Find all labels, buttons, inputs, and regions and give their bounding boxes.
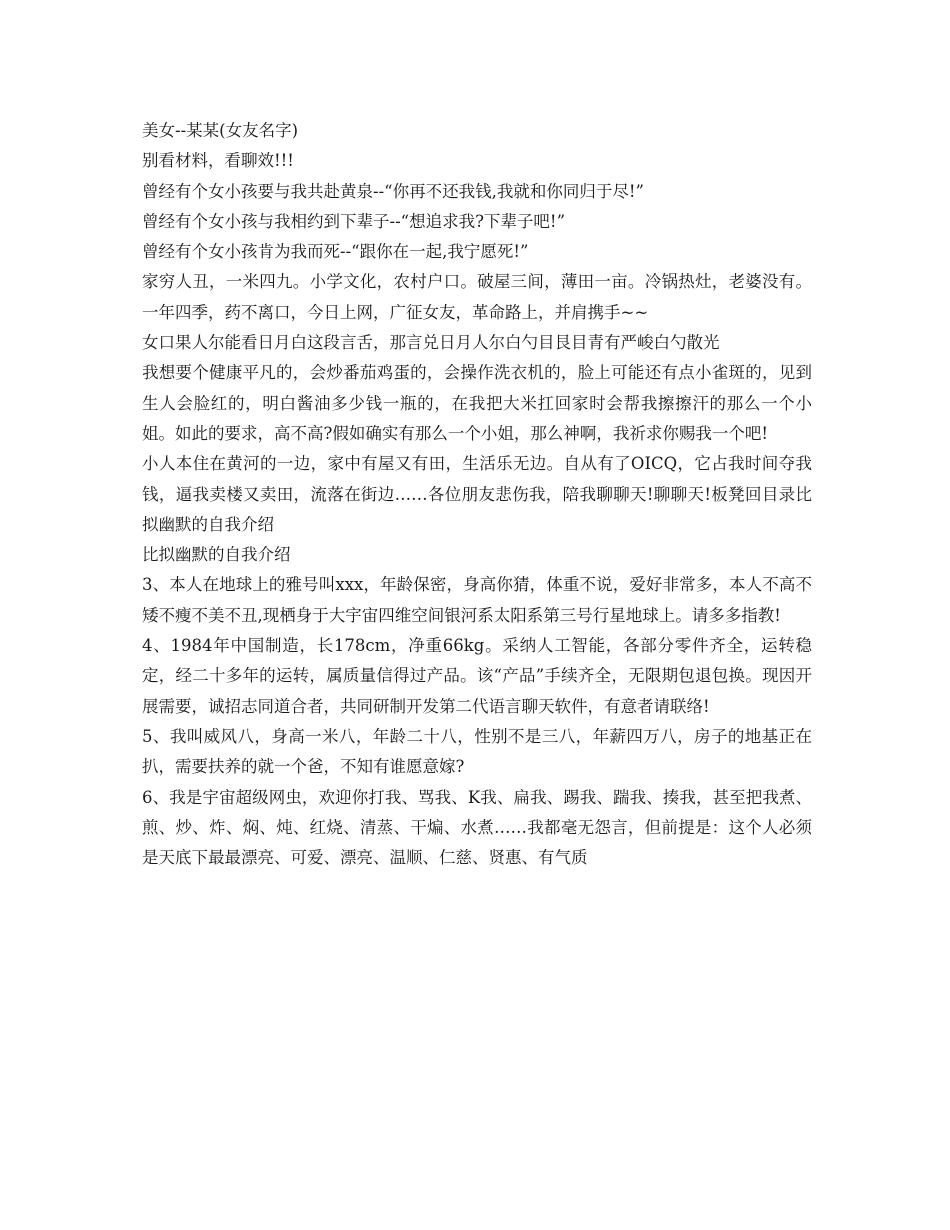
- paragraph: 我想要个健康平凡的，会炒番茄鸡蛋的，会操作洗衣机的，脸上可能还有点小雀斑的，见到生人会脸红的，明白酱油多少钱一瓶的，在我把大米扛回家时会帮我擦擦汗的那么一个小姐。如此的要求，高不高?假如确实有那么一个小姐，那么神啊，我祈求你赐我一个吧!: [142, 363, 812, 443]
- numbered-paragraph: 3、本人在地球上的雅号叫xxx，年龄保密，身高你猜，体重不说，爱好非常多，本人不高不矮不瘦不美不丑,现栖身于大宇宙四维空间银河系太阳系第三号行星地球上。请多多指教!: [142, 575, 812, 625]
- paragraph-title-line: 美女--某某(女友名字): [142, 121, 299, 140]
- document-body: [142, 116, 812, 873]
- numbered-paragraph: 5、我叫威风八，身高一米八，年龄二十八，性别不是三八，年薪四万八，房子的地基正在扒，需要扶养的就一个爸，不知有谁愿意嫁?: [142, 726, 812, 777]
- paragraph: 别看材料，看聊效!!!: [142, 151, 294, 171]
- paragraph: 女口果人尔能看日月白这段言舌，那言兑日月人尔白勺目艮目青有严峻白勺散光: [142, 333, 720, 353]
- paragraph: 曾经有个女小孩肯为我而死--“跟你在一起,我宁愿死!”: [142, 242, 529, 262]
- numbered-paragraph: 6、我是宇宙超级网虫，欢迎你打我、骂我、K我、扁我、踢我、踹我、揍我，甚至把我煮、煎、炒、炸、焖、炖、红烧、清蒸、干煸、水煮……我都毫无怨言，但前提是：这个人必须是天底下最最漂亮、可爱、漂亮、温顺、仁慈、贤惠、有气质: [142, 787, 812, 868]
- paragraph: 曾经有个女小孩要与我共赴黄泉--“你再不还我钱,我就和你同归于尽!”: [142, 181, 644, 201]
- paragraph: 小人本住在黄河的一边，家中有屋又有田，生活乐无边。自从有了OICQ，它占我时间夺我钱，逼我卖楼又卖田，流落在街边……各位朋友悲伤我，陪我聊聊天!聊聊天!板凳回目录比拟幽默的自我介绍: [142, 454, 812, 534]
- section-heading: 比拟幽默的自我介绍: [142, 545, 291, 565]
- paragraph: 家穷人丑，一米四九。小学文化，农村户口。破屋三间，薄田一亩。冷锅热灶，老婆没有。一年四季，药不离口，今日上网，广征女友，革命路上，并肩携手~~: [142, 272, 812, 322]
- numbered-paragraph: 4、1984年中国制造，长178cm，净重66kg。采纳人工智能，各部分零件齐全，运转稳定，经二十多年的运转，属质量信得过产品。该“产品”手续齐全，无限期包退包换。现因开展需要，诚招志同道合者，共同研制开发第二代语言聊天软件，有意者请联络!: [142, 636, 812, 716]
- paragraph: 曾经有个女小孩与我相约到下辈子--“想追求我?下辈子吧!”: [142, 211, 565, 231]
